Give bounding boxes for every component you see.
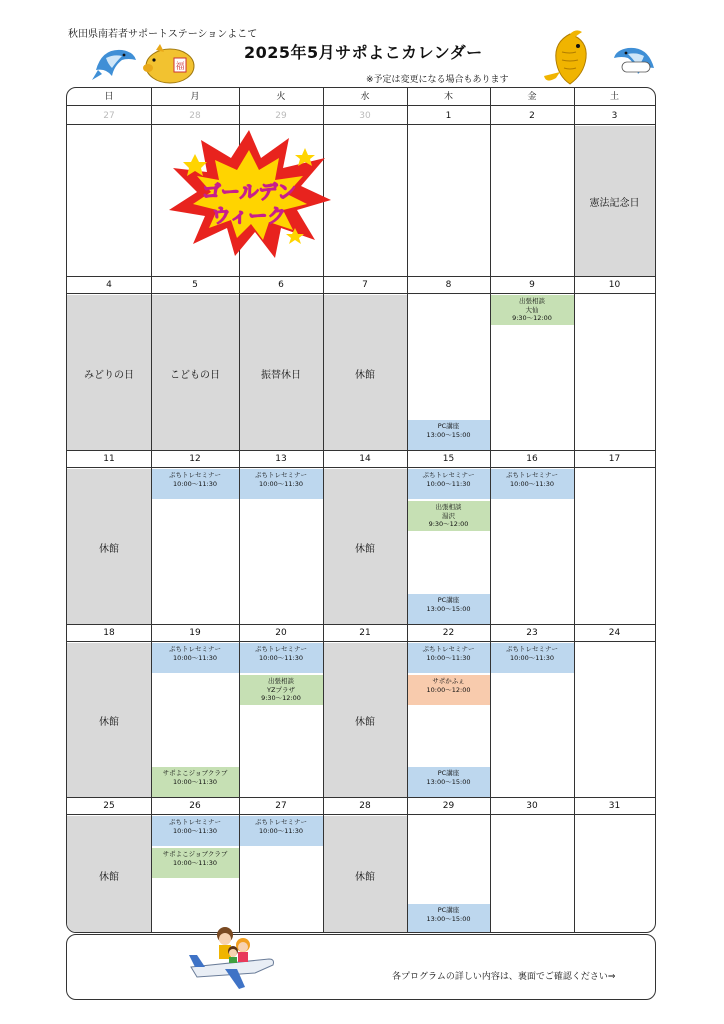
golden-week-text: ゴールデン	[201, 181, 297, 203]
grid-line	[407, 88, 408, 933]
weekday-header: 木	[407, 88, 490, 106]
day-cell	[151, 295, 239, 450]
date-number: 13	[239, 450, 323, 468]
holiday-label: 休館	[355, 717, 375, 728]
event-line: 10:00〜11:30	[259, 479, 303, 488]
date-number: 11	[67, 450, 151, 468]
event-line: ぷちトレセミナー	[255, 818, 307, 826]
event-block	[407, 675, 490, 705]
event-block	[239, 816, 323, 846]
day-cell	[574, 295, 655, 450]
day-cell	[67, 469, 151, 624]
date-number: 1	[407, 107, 490, 125]
weekday-header: 土	[574, 88, 655, 106]
date-number: 6	[239, 276, 323, 294]
date-number: 8	[407, 276, 490, 294]
dolphin-icon	[92, 40, 138, 84]
event-line: サポよこジョブクラブ	[162, 850, 228, 858]
date-number: 23	[490, 624, 574, 642]
event-block	[239, 469, 323, 499]
date-number: 16	[490, 450, 574, 468]
calendar-grid	[66, 87, 656, 933]
day-cell	[323, 643, 407, 797]
event-line: ぷちトレセミナー	[422, 471, 475, 479]
holiday-label: こどもの日	[170, 369, 220, 381]
weekday-header: 月	[151, 88, 239, 106]
day-cell	[490, 126, 574, 276]
event-line: 13:00〜15:00	[426, 777, 471, 786]
event-line: ぷちトレセミナー	[255, 471, 307, 479]
event-line: 出張相談	[519, 297, 545, 305]
date-number: 3	[574, 107, 655, 125]
day-cell	[407, 126, 490, 276]
date-number: 26	[151, 797, 239, 815]
event-line: ぷちトレセミナー	[422, 645, 475, 653]
grid-line	[574, 88, 575, 933]
date-number: 4	[67, 276, 151, 294]
event-line: 10:00〜11:30	[510, 479, 554, 488]
date-number: 29	[407, 797, 490, 815]
date-number: 27	[67, 107, 151, 125]
day-cell	[67, 126, 151, 276]
date-number: 15	[407, 450, 490, 468]
holiday-label: 休館	[99, 543, 119, 555]
date-number: 14	[323, 450, 407, 468]
event-line: PC講座	[437, 906, 460, 914]
grid-line	[490, 88, 491, 933]
footer-box	[66, 934, 656, 1000]
weekday-header: 日	[67, 88, 151, 106]
weekday-header: 水	[323, 88, 407, 106]
grid-line	[67, 797, 656, 798]
date-number: 19	[151, 624, 239, 642]
event-line: PC講座	[437, 422, 460, 430]
event-line: ぷちトレセミナー	[506, 471, 558, 479]
day-cell	[323, 295, 407, 450]
day-cell	[574, 126, 655, 276]
event-line: 10:00〜11:30	[173, 479, 217, 488]
day-cell	[323, 816, 407, 933]
holiday-label: 休館	[355, 369, 375, 381]
event-line: 出張相談	[268, 677, 294, 685]
date-number: 28	[151, 107, 239, 125]
day-cell	[239, 295, 323, 450]
date-number: 22	[407, 624, 490, 642]
event-line: 9:30〜12:00	[261, 694, 301, 702]
date-number: 18	[67, 624, 151, 642]
event-block	[151, 848, 239, 878]
event-line: YZプラザ	[267, 685, 295, 694]
day-cell	[67, 295, 151, 450]
date-number: 30	[490, 797, 574, 815]
event-line: 13:00〜15:00	[426, 914, 471, 923]
event-line: ぷちトレセミナー	[169, 471, 221, 479]
date-number: 17	[574, 450, 655, 468]
day-cell	[574, 469, 655, 624]
event-block	[407, 767, 490, 797]
grid-line	[67, 276, 656, 277]
holiday-label: みどりの日	[84, 369, 134, 381]
date-number: 30	[323, 107, 407, 125]
date-number: 31	[574, 797, 655, 815]
event-line: ぷちトレセミナー	[506, 645, 558, 653]
weekday-header: 金	[490, 88, 574, 106]
date-number: 5	[151, 276, 239, 294]
event-block	[407, 420, 490, 450]
date-number: 29	[239, 107, 323, 125]
page-title: 2025年5月サポよこカレンダー	[244, 43, 483, 62]
holiday-label: 休館	[99, 872, 119, 883]
day-cell	[323, 126, 407, 276]
event-line: 10:00〜11:30	[173, 653, 217, 662]
day-cell	[67, 643, 151, 797]
event-line: ぷちトレセミナー	[169, 645, 221, 653]
event-block	[239, 675, 323, 705]
date-number: 25	[67, 797, 151, 815]
date-number: 20	[239, 624, 323, 642]
date-number: 28	[323, 797, 407, 815]
org-name: 秋田県南若者サポートステーションよこて	[68, 29, 258, 40]
event-line: 9:30〜12:00	[428, 520, 469, 528]
day-cell	[574, 816, 655, 933]
event-line: 13:00〜15:00	[426, 430, 471, 439]
event-line: 13:00〜15:00	[426, 604, 471, 613]
grid-line	[67, 624, 656, 625]
weekday-header: 火	[239, 88, 323, 106]
event-line: 10:00〜11:30	[173, 826, 217, 835]
event-line: ぷちトレセミナー	[255, 645, 307, 653]
date-number: 9	[490, 276, 574, 294]
dolphin-icon	[608, 38, 658, 84]
grid-line	[151, 88, 152, 933]
event-block	[407, 643, 490, 673]
holiday-label: 振替休日	[261, 369, 301, 381]
event-line: 出張相談	[435, 503, 462, 511]
holiday-label: 休館	[355, 872, 375, 883]
day-cell	[323, 469, 407, 624]
svg-text:福: 福	[175, 62, 185, 72]
day-cell	[490, 816, 574, 933]
event-block	[407, 594, 490, 624]
holiday-label: 休館	[99, 717, 119, 728]
event-line: PC講座	[437, 596, 460, 604]
holiday-label: 休館	[355, 543, 375, 555]
event-line: 10:00〜11:30	[426, 653, 471, 662]
airplane-family-icon	[185, 919, 277, 999]
holiday-label: 憲法記念日	[589, 198, 640, 209]
event-line: PC講座	[437, 769, 460, 777]
event-block	[151, 767, 239, 797]
day-cell	[67, 816, 151, 933]
date-number: 21	[323, 624, 407, 642]
event-block	[151, 469, 239, 499]
grid-line	[67, 450, 656, 451]
date-number: 7	[323, 276, 407, 294]
event-block	[407, 904, 490, 933]
event-block	[490, 643, 574, 673]
event-block	[490, 295, 574, 325]
event-line: サポかふぇ	[432, 677, 465, 685]
date-number: 12	[151, 450, 239, 468]
event-block	[151, 643, 239, 673]
event-line: 大仙	[525, 305, 539, 314]
golden-week-burst-icon	[165, 128, 333, 260]
event-line: 10:00〜11:30	[510, 653, 554, 662]
event-block	[407, 469, 490, 499]
date-number: 10	[574, 276, 655, 294]
date-number: 2	[490, 107, 574, 125]
footer-note: 各プログラムの詳しい内容は、裏面でご確認ください⇒	[392, 972, 616, 982]
event-line: 湯沢	[442, 511, 455, 520]
event-line: 10:00〜11:30	[173, 858, 217, 867]
date-number: 27	[239, 797, 323, 815]
event-block	[239, 643, 323, 673]
schedule-note: ※予定は変更になる場合もあります	[366, 75, 509, 85]
lucky-pig-icon	[142, 42, 196, 86]
event-line: 9:30〜12:00	[512, 314, 552, 322]
date-number: 24	[574, 624, 655, 642]
golden-fish-icon	[540, 28, 602, 90]
event-block	[151, 816, 239, 846]
golden-week-text: ウィーク	[211, 205, 287, 227]
event-line: 10:00〜11:30	[259, 653, 303, 662]
event-line: サポよこジョブクラブ	[162, 769, 228, 777]
event-block	[490, 469, 574, 499]
event-line: 10:00〜11:30	[426, 479, 471, 488]
event-line: 10:00〜11:30	[259, 826, 303, 835]
event-line: ぷちトレセミナー	[169, 818, 221, 826]
day-cell	[574, 643, 655, 797]
event-line: 10:00〜11:30	[173, 777, 217, 786]
event-line: 10:00〜12:00	[426, 685, 471, 694]
event-block	[407, 501, 490, 531]
